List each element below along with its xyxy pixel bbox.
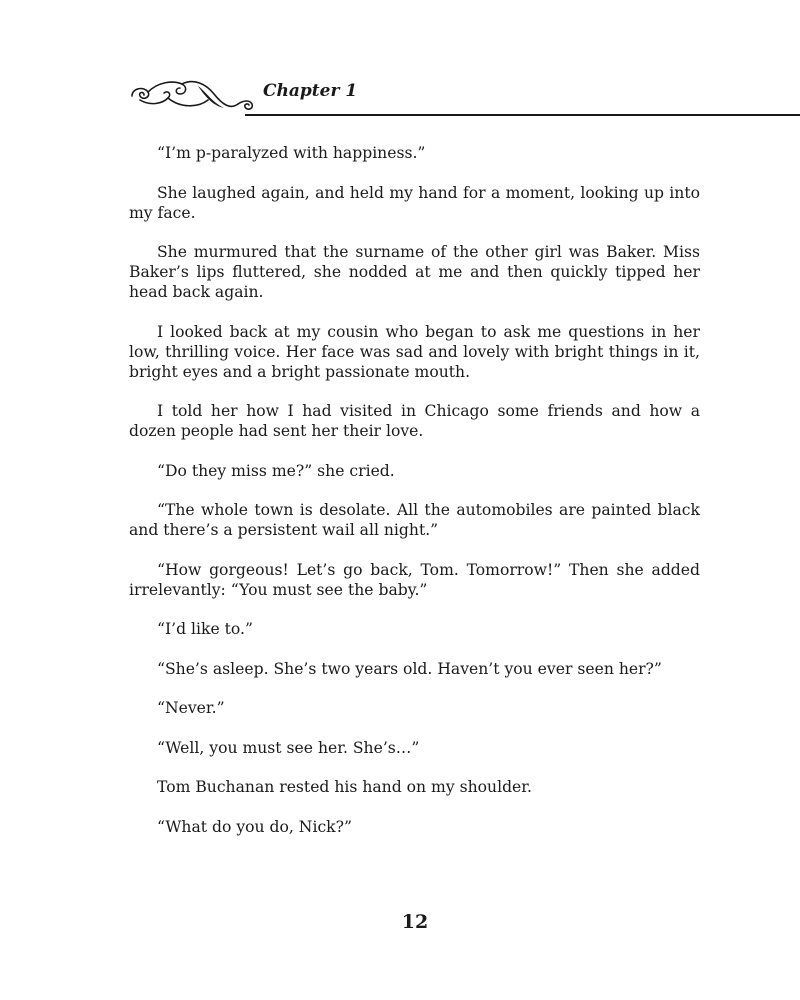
paragraph: I told her how I had visited in Chicago some friends and how a dozen people had sent her their love. <box>129 402 700 440</box>
page-body <box>129 143 700 856</box>
paragraph: “Never.” <box>157 699 225 717</box>
paragraph: “I’d like to.” <box>157 620 253 638</box>
paragraph: “How gorgeous! Let’s go back, Tom. Tomorrow!” Then she added irrelevantly: “You must see the baby.” <box>129 560 700 599</box>
paragraph: “She’s asleep. She’s two years old. Haven’t you ever seen her?” <box>157 659 662 678</box>
chapter-header <box>128 74 800 118</box>
paragraph: “Do they miss me?” she cried. <box>157 461 395 480</box>
paragraph: “What do you do, Nick?” <box>157 817 352 836</box>
header-rule <box>245 114 800 116</box>
paragraph: I looked back at my cousin who began to ask me questions in her low, thrilling voice. Her face was sad and lovely with bright things in it, bright eyes and a bright passionate mouth. <box>129 322 700 381</box>
page-number: 12 <box>401 911 429 933</box>
scroll-flourish-icon <box>128 74 258 118</box>
paragraph: She laughed again, and held my hand for a moment, looking up into my face. <box>129 183 700 222</box>
chapter-title: Chapter 1 <box>263 81 358 101</box>
paragraph: “Well, you must see her. She’s…” <box>157 738 420 757</box>
paragraph: She murmured that the surname of the other girl was Baker. Miss Baker’s lips fluttered, she nodded at me and then quickly tipped her head back again. <box>129 243 700 301</box>
paragraph: “I’m p-paralyzed with happiness.” <box>157 144 426 162</box>
paragraph: “The whole town is desolate. All the automobiles are painted black and there’s a persistent wail all night.” <box>129 501 700 539</box>
paragraph: Tom Buchanan rested his hand on my shoulder. <box>157 778 532 796</box>
